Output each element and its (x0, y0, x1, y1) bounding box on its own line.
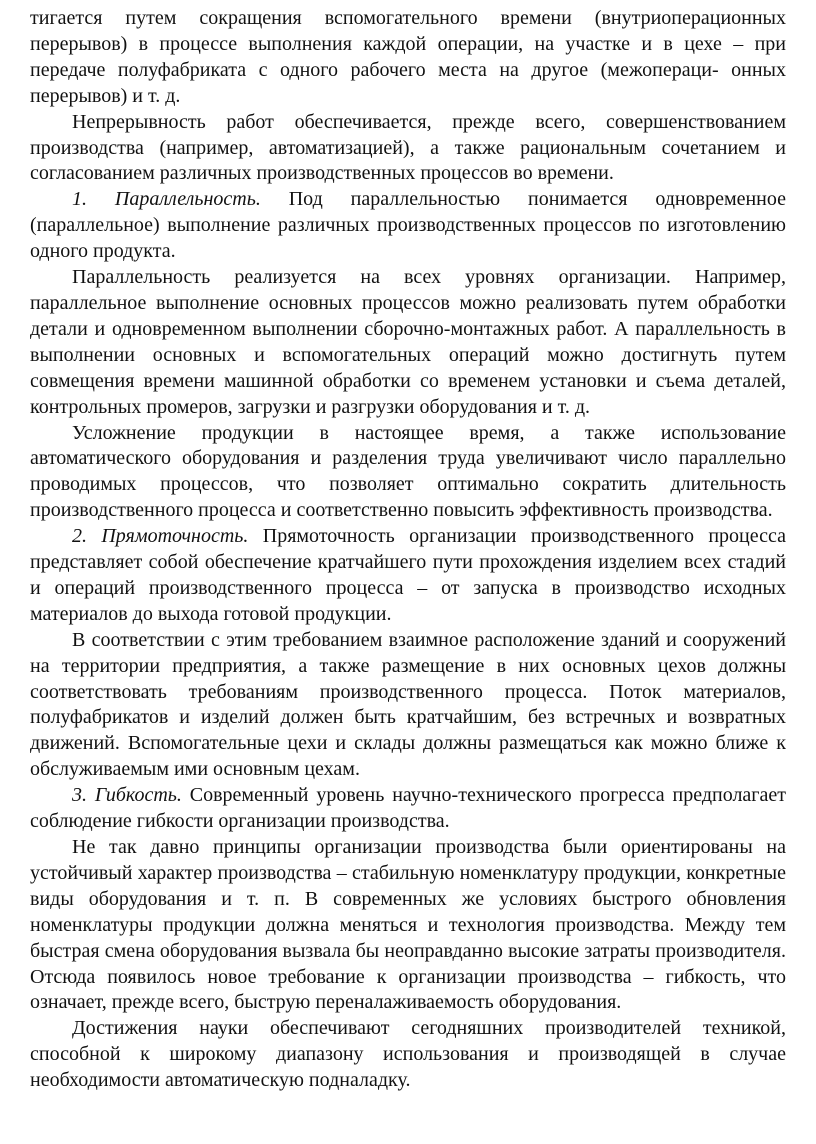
section-lead: 2. Прямоточность. (72, 525, 249, 548)
section-lead: 1. Параллельность. (72, 188, 261, 211)
paragraph-text: В соответствии с этим требованием взаимное расположение зданий и сооружений на территории предприятия, а также размещение в них основных цехов должны соответствовать требованиям производственного процесса. Поток материалов, полуфабрикатов и изделий должен быть кратчайшим, без встречных и возвратных движений. Вспомогательные цехи и склады должны размещаться как можно ближе к обслуживаемым ими основным цехам. (30, 628, 786, 781)
paragraph-text: Достижения науки обеспечивают сегодняшних производителей техникой, способной к широкому диапазону использования и производящей в случае необходимости автоматическую подналадку. (30, 1017, 786, 1092)
paragraph-straightness (30, 524, 786, 628)
paragraph (30, 421, 786, 525)
paragraph-text: Параллельность реализуется на всех уровнях организации. Например, параллельное выполнение основных процессов можно реализовать путем обработки детали и одновременном выполнении сборочно-монтажных работ. А параллельность в выполнении основных и вспомогательных операций можно достигнуть путем совмещения времени машинной обработки со временем установки и съема деталей, контрольных промеров, загрузки и разгрузки оборудования и т. д. (30, 266, 786, 418)
paragraph (30, 110, 786, 188)
paragraph-text: Прямоточность организации производственного процесса представляет собой обеспечение кратчайшего пути прохождения изделием всех стадий и операций производственного процесса – от запуска в производство исходных материалов до выхода готовой продукции. (30, 525, 786, 625)
paragraph-text: Современный уровень научно-технического прогресса предполагает соблюдение гибкости организации производства. (30, 784, 787, 833)
section-lead: 3. Гибкость. (72, 784, 182, 807)
paragraph (30, 265, 786, 420)
paragraph (30, 835, 786, 1016)
paragraph-continued (30, 6, 786, 110)
paragraph-text: Усложнение продукции в настоящее время, а также использование автоматического оборудования и разделения труда увеличивают число параллельно проводимых процессов, что позволяет оптимально сократить длительность производственного процесса и соответственно повысить эффективность производства. (30, 421, 786, 522)
paragraph-text: Непрерывность работ обеспечивается, прежде всего, совершенствованием производства (например, автоматизацией), а также рациональным сочетанием и согласованием различных производственных процессов во времени. (30, 110, 786, 185)
paragraph (30, 1016, 786, 1094)
paragraph (30, 628, 786, 783)
paragraph-text: Под параллельностью понимается одновременное (параллельное) выполнение различных производственных процессов по изготовлению одного продукта. (30, 188, 787, 263)
paragraph-parallelism (30, 187, 786, 265)
paragraph-text: тигается путем сокращения вспомогательного времени (внутриоперационных перерывов) в процессе выполнения каждой операции, на участке и в цехе – при передаче полуфабриката с одного рабочего места на другое (межопераци- онных перерывов) и т. д. (30, 7, 786, 107)
paragraph-text: Не так давно принципы организации производства были ориентированы на устойчивый характер производства – стабильную номенклатуру продукции, конкретные виды оборудования и т. п. В современных же условиях быстрого обновления номенклатуры продукции должна меняться и технология производства. Между тем быстрая смена оборудования вызвала бы неоправданно высокие затраты производителя. Отсюда появилось новое требование к организации производства – гибкость, что означает, прежде всего, быструю переналаживаемость оборудования. (30, 836, 786, 1014)
paragraph-flexibility (30, 783, 786, 835)
